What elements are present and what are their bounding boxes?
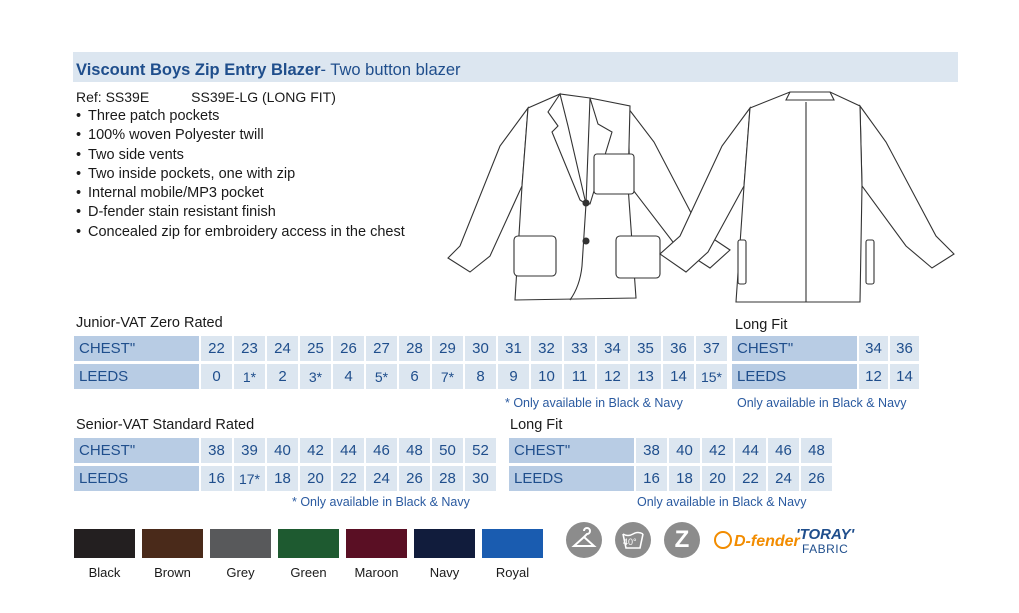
senior-size-table	[74, 435, 496, 494]
back-left-vent	[738, 240, 746, 284]
colour-swatch-royal	[482, 529, 543, 558]
leeds-size-cell: 17*	[232, 466, 265, 491]
colour-label: Grey	[226, 565, 255, 580]
colour-swatch-maroon	[346, 529, 407, 558]
chest-size-cell: 38	[634, 438, 667, 463]
toray-label: 'TORAY'	[796, 526, 855, 543]
chest-size-cell: 32	[529, 336, 562, 361]
toray-fabric-label: FABRIC	[801, 542, 849, 556]
junior-long-size-table	[732, 333, 919, 392]
chest-size-cell: 42	[700, 438, 733, 463]
chest-size-cell: 48	[799, 438, 832, 463]
leeds-size-cell: 26	[799, 466, 832, 491]
chest-size-cell: 42	[298, 438, 331, 463]
front-right-pocket	[616, 236, 660, 278]
chest-size-cell: 26	[331, 336, 364, 361]
blazer-illustration	[440, 86, 960, 308]
leeds-size-cell: 16	[634, 466, 667, 491]
chest-size-cell: 48	[397, 438, 430, 463]
chest-size-cell: 36	[888, 336, 919, 361]
front-left-pocket	[514, 236, 556, 276]
dfender-logo	[714, 531, 800, 551]
leeds-size-cell: 6	[397, 364, 430, 389]
leeds-size-cell: 10	[529, 364, 562, 389]
junior-label: Junior-VAT Zero Rated	[76, 315, 223, 331]
junior-long-chest-row	[732, 336, 919, 361]
junior-note: * Only available in Black & Navy	[505, 396, 683, 410]
colour-label: Royal	[495, 565, 530, 580]
toray-fabric-logo	[796, 528, 854, 556]
feature-item: • Two side vents	[76, 146, 405, 165]
leeds-size-cell: 24	[766, 466, 799, 491]
feature-item: • Concealed zip for embroidery access in the chest	[76, 223, 405, 242]
chest-size-cell: 33	[562, 336, 595, 361]
wash-40-icon	[615, 522, 651, 558]
colour-swatch-brown	[142, 529, 203, 558]
wash-40-label: 40°	[623, 537, 637, 547]
senior-chest-label: CHEST"	[74, 438, 199, 463]
senior-long-label: Long Fit	[510, 417, 563, 433]
chest-size-cell: 27	[364, 336, 397, 361]
leeds-size-cell: 20	[298, 466, 331, 491]
chest-size-cell: 36	[661, 336, 694, 361]
junior-long-note: Only available in Black & Navy	[737, 396, 907, 410]
chest-size-cell: 38	[199, 438, 232, 463]
senior-long-chest-row	[509, 438, 832, 463]
leeds-size-cell: 5*	[364, 364, 397, 389]
zip-icon: Z	[664, 522, 700, 558]
feature-item: • Internal mobile/MP3 pocket	[76, 184, 405, 203]
chest-size-cell: 52	[463, 438, 496, 463]
senior-chest-row	[74, 438, 496, 463]
senior-long-note: Only available in Black & Navy	[637, 495, 807, 509]
front-button-bottom	[583, 238, 589, 244]
leeds-size-cell: 2	[265, 364, 298, 389]
leeds-size-cell: 15*	[694, 364, 727, 389]
senior-long-leeds-label: LEEDS	[509, 466, 634, 491]
chest-size-cell: 40	[265, 438, 298, 463]
leeds-size-cell: 4	[331, 364, 364, 389]
chest-size-cell: 24	[265, 336, 298, 361]
junior-chest-row	[74, 336, 727, 361]
colour-swatch-grey	[210, 529, 271, 558]
leeds-size-cell: 26	[397, 466, 430, 491]
chest-size-cell: 31	[496, 336, 529, 361]
leeds-size-cell: 22	[331, 466, 364, 491]
leeds-size-cell: 18	[265, 466, 298, 491]
senior-label: Senior-VAT Standard Rated	[76, 417, 255, 433]
feature-item: • D-fender stain resistant finish	[76, 203, 405, 222]
leeds-size-cell: 18	[667, 466, 700, 491]
feature-item: • 100% woven Polyester twill	[76, 126, 405, 145]
senior-leeds-row	[74, 466, 496, 491]
back-right-vent	[866, 240, 874, 284]
chest-size-cell: 44	[331, 438, 364, 463]
leeds-size-cell: 1*	[232, 364, 265, 389]
leeds-size-cell: 28	[430, 466, 463, 491]
chest-size-cell: 46	[766, 438, 799, 463]
leeds-size-cell: 30	[463, 466, 496, 491]
leeds-size-cell: 14	[888, 364, 919, 389]
leeds-size-cell: 22	[733, 466, 766, 491]
leeds-size-cell: 20	[700, 466, 733, 491]
junior-chest-label: CHEST"	[74, 336, 199, 361]
product-subtitle: - Two button blazer	[320, 61, 461, 79]
leeds-size-cell: 0	[199, 364, 232, 389]
chest-size-cell: 30	[463, 336, 496, 361]
ref-long-fit: SS39E-LG (LONG FIT)	[191, 89, 336, 105]
senior-long-chest-label: CHEST"	[509, 438, 634, 463]
senior-long-leeds-row	[509, 466, 832, 491]
chest-size-cell: 34	[595, 336, 628, 361]
junior-long-leeds-label: LEEDS	[732, 364, 857, 389]
leeds-size-cell: 12	[595, 364, 628, 389]
leeds-size-cell: 14	[661, 364, 694, 389]
leeds-size-cell: 16	[199, 466, 232, 491]
leeds-size-cell: 8	[463, 364, 496, 389]
front-chest-pocket	[594, 154, 634, 194]
reference-line	[76, 89, 336, 105]
senior-note: * Only available in Black & Navy	[292, 495, 470, 509]
chest-size-cell: 46	[364, 438, 397, 463]
chest-size-cell: 37	[694, 336, 727, 361]
ref-code: Ref: SS39E	[76, 89, 150, 105]
leeds-size-cell: 7*	[430, 364, 463, 389]
colour-label: Brown	[154, 565, 191, 580]
chest-size-cell: 39	[232, 438, 265, 463]
leeds-size-cell: 24	[364, 466, 397, 491]
chest-size-cell: 34	[857, 336, 888, 361]
junior-leeds-row	[74, 364, 727, 389]
feature-list	[76, 107, 405, 242]
senior-leeds-label: LEEDS	[74, 466, 199, 491]
feature-item: • Three patch pockets	[76, 107, 405, 126]
colour-label: Maroon	[354, 565, 399, 580]
junior-long-leeds-row	[732, 364, 919, 389]
dfender-circle-icon	[714, 531, 732, 549]
colour-label: Green	[290, 565, 327, 580]
chest-size-cell: 29	[430, 336, 463, 361]
junior-size-table	[74, 333, 727, 392]
colour-swatch-green	[278, 529, 339, 558]
leeds-size-cell: 12	[857, 364, 888, 389]
chest-size-cell: 23	[232, 336, 265, 361]
chest-size-cell: 28	[397, 336, 430, 361]
chest-size-cell: 44	[733, 438, 766, 463]
junior-long-label: Long Fit	[735, 317, 788, 333]
junior-leeds-label: LEEDS	[74, 364, 199, 389]
dfender-label: D-fender	[734, 533, 800, 550]
back-body	[736, 92, 862, 302]
leeds-size-cell: 11	[562, 364, 595, 389]
leeds-size-cell: 13	[628, 364, 661, 389]
feature-item: • Two inside pockets, one with zip	[76, 165, 405, 184]
senior-long-size-table	[509, 435, 832, 494]
chest-size-cell: 35	[628, 336, 661, 361]
chest-size-cell: 50	[430, 438, 463, 463]
chest-size-cell: 22	[199, 336, 232, 361]
colour-label: Navy	[429, 565, 460, 580]
leeds-size-cell: 9	[496, 364, 529, 389]
junior-long-chest-label: CHEST"	[732, 336, 857, 361]
product-title: Viscount Boys Zip Entry Blazer- Two button blazer	[76, 61, 461, 79]
colour-swatch-black	[74, 529, 135, 558]
front-button-top	[583, 200, 589, 206]
chest-size-cell: 40	[667, 438, 700, 463]
chest-size-cell: 25	[298, 336, 331, 361]
colour-swatch-navy	[414, 529, 475, 558]
leeds-size-cell: 3*	[298, 364, 331, 389]
hanger-icon	[566, 522, 602, 558]
colour-label: Black	[88, 565, 121, 580]
